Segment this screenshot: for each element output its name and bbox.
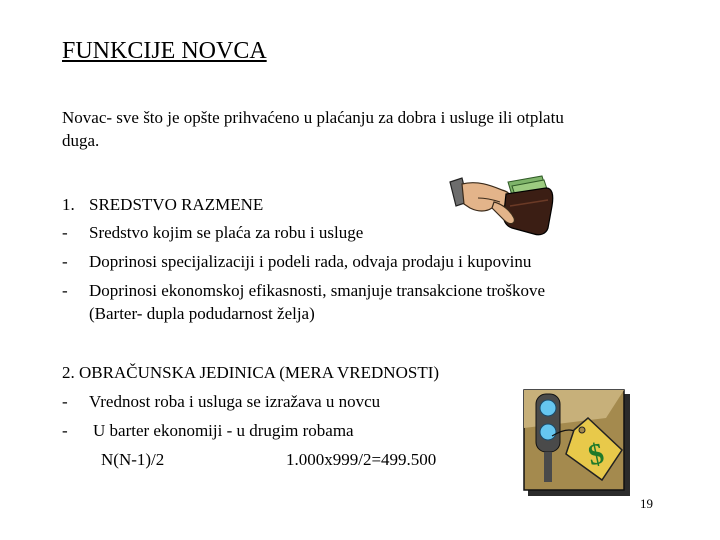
section1-bullet-1	[62, 221, 662, 244]
page-number: 19	[640, 496, 653, 511]
section1-bullet-3	[62, 279, 662, 302]
section1-continuation: (Barter- dupla podudarnost želja)	[89, 304, 315, 323]
slide-title: FUNKCIJE NOVCA	[62, 38, 267, 64]
bullet-text: Doprinosi specijalizaciji i podeli rada, odvaja prodaju i kupovinu	[89, 252, 532, 271]
section1-bullet-2	[62, 250, 662, 273]
section2-bullet-1	[62, 390, 542, 413]
bullet-text: Vrednost roba i usluga se izražava u novcu	[89, 392, 381, 411]
bullet-text: Doprinosi ekonomskoj efikasnosti, smanjuje transakcione troškove	[89, 281, 546, 300]
bullet-marker: -	[62, 252, 68, 271]
bullet-text: Sredstvo kojim se plaća za robu i usluge	[89, 223, 364, 242]
hand-wallet-icon	[448, 176, 556, 244]
calculation: 1.000x999/2=499.500	[286, 450, 437, 469]
section1-heading: SREDSTVO RAZMENE	[89, 195, 264, 214]
section1-number: 1.	[62, 195, 75, 214]
dollar-price-tag-icon	[522, 388, 634, 498]
bullet-marker: -	[62, 281, 68, 300]
section2-bullet-2	[62, 419, 542, 442]
formula: N(N-1)/2	[101, 450, 165, 469]
intro-line-2: duga.	[62, 131, 100, 150]
dollar-glyph: $	[585, 436, 607, 473]
intro-line-1: Novac- sve što je opšte prihvaćeno u plaćanju za dobra i usluge ili otplatu	[62, 108, 564, 127]
section1-heading-row	[62, 193, 662, 216]
bullet-text: U barter ekonomiji - u drugim robama	[93, 421, 354, 440]
bullet-marker: -	[62, 392, 68, 411]
bullet-marker: -	[62, 223, 68, 242]
section2-heading: 2. OBRAČUNSKA JEDINICA (MERA VREDNOSTI)	[62, 363, 440, 382]
bullet-marker: -	[62, 421, 68, 440]
